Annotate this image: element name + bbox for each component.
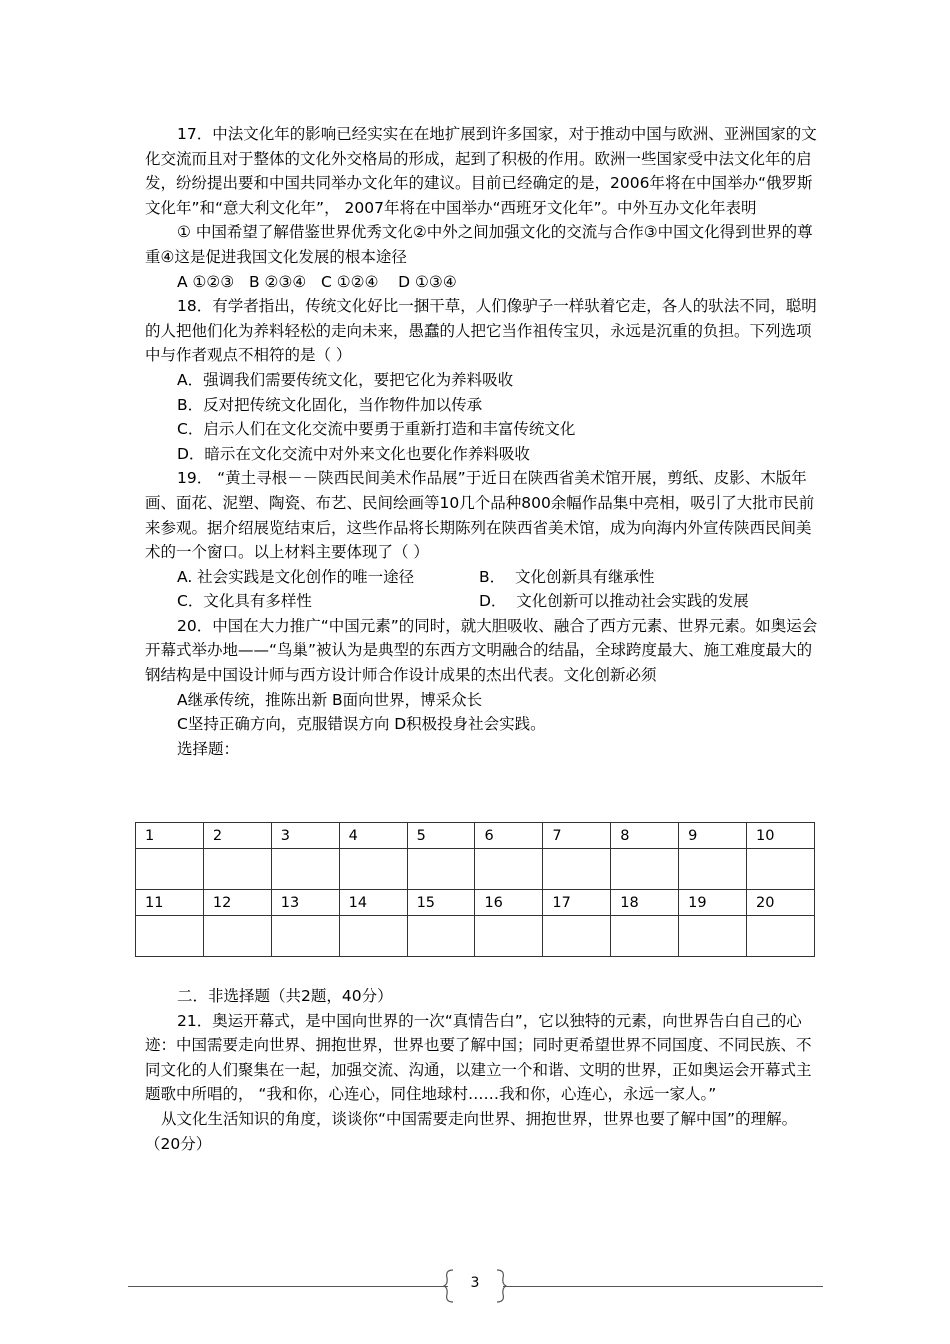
answer-cell[interactable]: [543, 916, 611, 957]
q18-option-a: A．强调我们需要传统文化，要把它化为养料吸收: [177, 370, 514, 389]
answer-number: 1: [136, 823, 204, 849]
answer-number: 5: [407, 823, 475, 849]
answer-number: 7: [543, 823, 611, 849]
answer-cell[interactable]: [679, 849, 747, 890]
answer-number: 20: [747, 890, 815, 916]
q18-option-c: C．启示人们在文化交流中要勇于重新打造和丰富传统文化: [177, 420, 576, 439]
q19-option-b: B． 文化创新具有继承性: [479, 567, 655, 586]
answer-blank-row-1: [136, 849, 815, 890]
q19-options-row-2: [145, 589, 820, 614]
answer-cell[interactable]: [339, 849, 407, 890]
answer-cell[interactable]: [475, 916, 543, 957]
answer-header-row-1: [136, 823, 815, 849]
q18-option-b: B．反对把传统文化固化，当作物件加以传承: [177, 395, 483, 414]
q21-question: 从文化生活知识的角度，谈谈你“中国需要走向世界、拥抱世界，世界也要了解中国”的理解。（20分）: [145, 1109, 798, 1153]
answer-number: 16: [475, 890, 543, 916]
answer-number: 19: [679, 890, 747, 916]
q17-statements: ① 中国希望了解借鉴世界优秀文化②中外之间加强文化的交流与合作③中国文化得到世界的尊重④这是促进我国文化发展的根本途径: [145, 223, 813, 266]
answer-number: 11: [136, 890, 204, 916]
section-heading: 二．非选择题（共2题，40分）: [177, 987, 393, 1005]
answer-number: 10: [747, 823, 815, 849]
answer-number: 17: [543, 890, 611, 916]
answer-cell[interactable]: [407, 916, 475, 957]
answer-cell[interactable]: [747, 849, 815, 890]
answer-cell[interactable]: [747, 916, 815, 957]
answer-cell[interactable]: [611, 916, 679, 957]
answer-cell[interactable]: [271, 849, 339, 890]
q18-option-d: D．暗示在文化交流中对外来文化也要化作养料吸收: [177, 444, 530, 463]
answer-cell[interactable]: [679, 916, 747, 957]
answer-cell[interactable]: [136, 849, 204, 890]
answer-cell[interactable]: [407, 849, 475, 890]
answer-number: 6: [475, 823, 543, 849]
answer-header-row-2: [136, 890, 815, 916]
q20-stem: 20．中国在大力推广“中国元素”的同时，就大胆吸收、融合了西方元素、世界元素。如奥运会开幕式举办地——“鸟巢”被认为是典型的东西方文明融合的结晶，全球跨度最大、施工难度最大的钢结构是中国设计师与西方设计师合作设计成果的杰出代表。文化创新必须: [145, 616, 818, 685]
answer-number: 9: [679, 823, 747, 849]
answer-number: 8: [611, 823, 679, 849]
answer-cell[interactable]: [339, 916, 407, 957]
answer-cell[interactable]: [271, 916, 339, 957]
q17-options: A ①②③ B ②③④ C ①②④ D ①③④: [177, 272, 457, 291]
q18-stem: 18．有学者指出，传统文化好比一捆干草，人们像驴子一样驮着它走，各人的驮法不同，聪明的人把他们化为养料轻松的走向未来，愚蠢的人把它当作祖传宝贝，永远是沉重的负担。下列选项中与作者观点不相符的是（ ）: [145, 297, 817, 365]
answer-cell[interactable]: [611, 849, 679, 890]
answer-number: 18: [611, 890, 679, 916]
answer-number: 12: [203, 890, 271, 916]
footer-rule-right: [503, 1286, 823, 1287]
answer-cell[interactable]: [203, 849, 271, 890]
answer-number: 2: [203, 823, 271, 849]
q20-options-2: C坚持正确方向，克服错误方向 D积极投身社会实践。: [177, 715, 546, 734]
answer-cell[interactable]: [543, 849, 611, 890]
q19-option-a: A. 社会实践是文化创作的唯一途径: [177, 567, 415, 586]
answer-number: 13: [271, 890, 339, 916]
answer-cell[interactable]: [475, 849, 543, 890]
q19-option-d: D． 文化创新可以推动社会实践的发展: [479, 592, 749, 611]
answer-table: [135, 822, 815, 957]
q21-material: 21．奥运开幕式，是中国向世界的一次“真情告白”，它以独特的元素，向世界告白自己的心迹：中国需要走向世界、拥抱世界，世界也要了解中国；同时更希望世界不同国度、不同民族、不同文化的人们聚集在一起，加强交流、沟通，以建立一个和谐、文明的世界，正如奥运会开幕式主题歌中所唱的， “我和你，心连心，同住地球村……我和你，心连心，永远一家人。”: [145, 1011, 812, 1104]
answer-cell[interactable]: [203, 916, 271, 957]
answer-number: 3: [271, 823, 339, 849]
q17-stem: 17．中法文化年的影响已经实实在在地扩展到许多国家，对于推动中国与欧洲、亚洲国家的文化交流而且对于整体的文化外交格局的形成，起到了积极的作用。欧洲一些国家受中法文化年的启发，纷纷提出要和中国共同举办文化年的建议。目前已经确定的是，2006年将在中国举办“俄罗斯文化年”和“意大利文化年”， 2007年将在中国举办“西班牙文化年”。中外互办文化年表明: [145, 125, 817, 217]
footer-rule-left: [128, 1286, 448, 1287]
non-choice-section: [145, 984, 820, 1156]
q20-options-1: A继承传统，推陈出新 B面向世界，博采众长: [177, 690, 483, 709]
answer-number: 14: [339, 890, 407, 916]
q19-option-c: C．文化具有多样性: [177, 592, 312, 611]
answer-number: 4: [339, 823, 407, 849]
answer-blank-row-2: [136, 916, 815, 957]
q19-stem: 19． “黄土寻根－－陕西民间美术作品展”于近日在陕西省美术馆开展，剪纸、皮影、木版年画、面花、泥塑、陶瓷、布艺、民间绘画等10几个品种800余幅作品集中亮相，吸引了大批市民前来参观。据介绍展览结束后，这些作品将长期陈列在陕西省美术馆，成为向海内外宣传陕西民间美术的一个窗口。以上材料主要体现了（ ）: [145, 469, 815, 562]
q19-options-row-1: [145, 565, 820, 590]
choice-questions: [145, 122, 820, 761]
answer-sheet-label: 选择题：: [177, 739, 240, 758]
answer-cell[interactable]: [136, 916, 204, 957]
page-number: 3: [470, 1275, 480, 1291]
answer-number: 15: [407, 890, 475, 916]
